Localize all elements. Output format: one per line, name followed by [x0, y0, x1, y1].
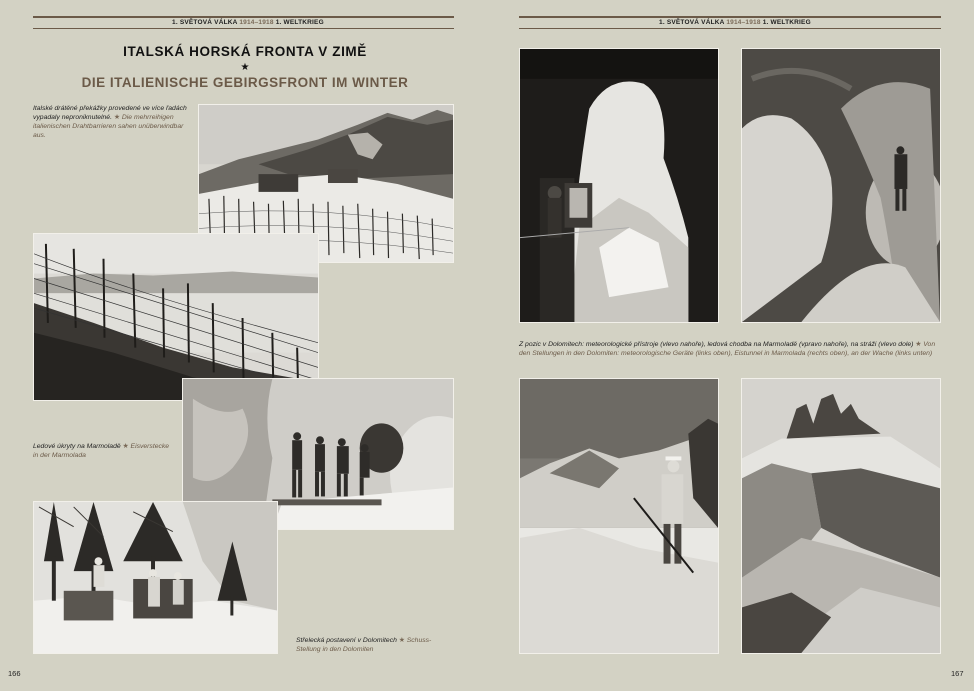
photo-dolomite-peaks — [741, 378, 941, 654]
page-number-right: 167 — [951, 669, 964, 678]
header-prefix: 1. SVĚTOVÁ VÁLKA — [172, 19, 238, 26]
star-icon: ★ — [398, 637, 405, 644]
photo-on-guard — [519, 378, 719, 654]
caption-shooting-position: Střelecká postavení v Dolomitech ★ Schuss-Stellung in den Dolomiten — [296, 637, 432, 653]
header-rule-left — [33, 16, 454, 18]
page-title-german: DIE ITALIENISCHE GEBIRGSFRONT IM WINTER — [81, 75, 409, 90]
header-years: 1914–1918 — [239, 19, 274, 26]
header-suffix: 1. WELTKRIEG — [275, 19, 324, 26]
photo-ice-tunnel-marmolada — [741, 48, 941, 323]
page-title-czech: ITALSKÁ HORSKÁ FRONTA V ZIMĚ — [123, 44, 367, 59]
header-rule-right — [519, 16, 941, 18]
header-rule-right-bottom — [519, 28, 941, 29]
header-years: 1914–1918 — [726, 19, 761, 26]
star-icon: ★ — [240, 62, 250, 73]
header-prefix: 1. SVĚTOVÁ VÁLKA — [659, 19, 725, 26]
photo-wire-fence-slope — [33, 233, 319, 401]
photo-shooting-position-dolomites — [33, 501, 278, 654]
running-header-left — [172, 19, 324, 26]
header-rule-left-bottom — [33, 28, 454, 29]
star-icon: ★ — [122, 443, 129, 450]
caption-wire-barriers: Italské drátěné překážky provedené ve více řadách vypadaly neproniknutelné. ★ Die mehrreihigen italienischen Drahtbarrieren sahen unüberwindbar aus. — [33, 105, 187, 139]
photo-meteorological-instruments — [519, 48, 719, 323]
caption-dolomites-positions: Z pozic v Dolomitech: meteorologické přístroje (vlevo nahoře), ledová chodba na Marmoladě (vpravo nahoře), na stráži (vlevo dole) ★ Von den Stellungen in den Dolomiten: meteorologische Geräte (links oben), Eistunnel in Marmolada (rechts oben), an der Wache (links unten) — [519, 341, 936, 357]
star-icon: ★ — [113, 114, 120, 121]
star-icon: ★ — [915, 341, 922, 348]
page-number-left: 166 — [8, 669, 21, 678]
running-header-right — [659, 19, 811, 26]
caption-ice-shelters: Ledové úkryty na Marmoladě ★ Eisverstecke in der Marmolada — [33, 443, 170, 459]
header-suffix: 1. WELTKRIEG — [762, 19, 811, 26]
